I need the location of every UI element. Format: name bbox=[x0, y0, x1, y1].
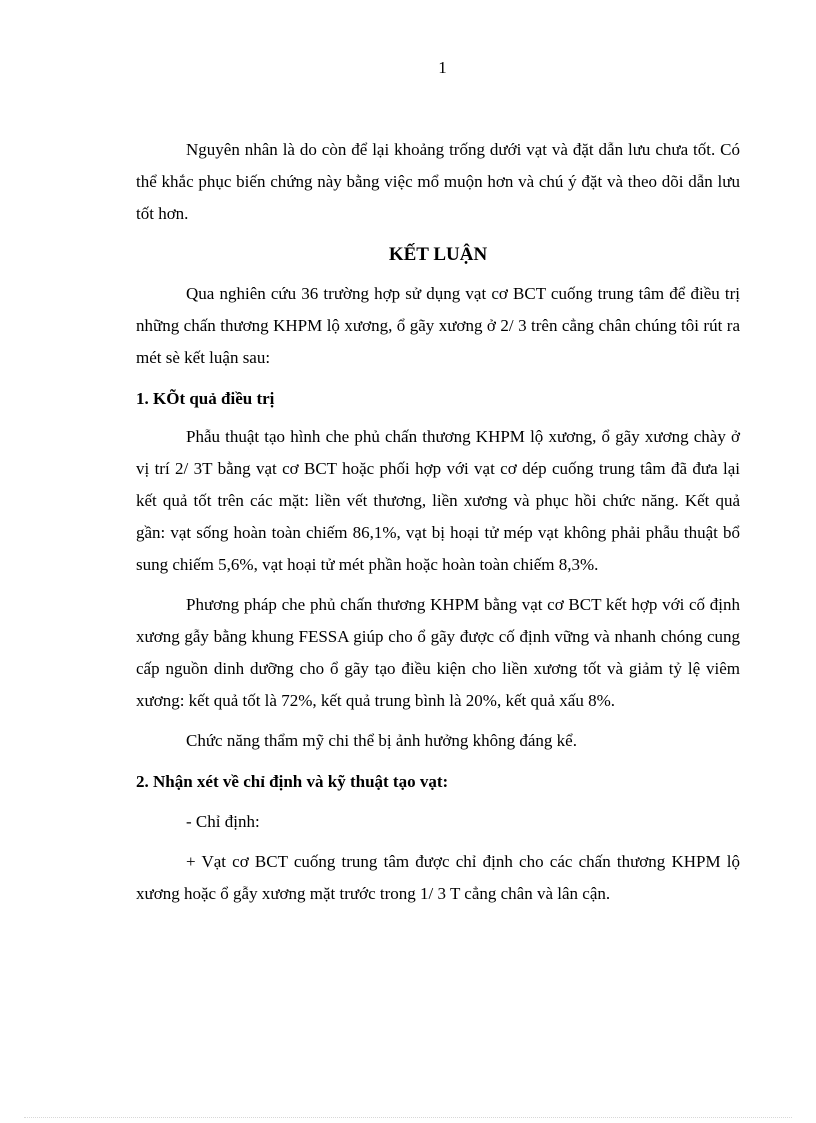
section-1-paragraph-3: Chức năng thẩm mỹ chi thể bị ảnh hưởng không đáng kể. bbox=[186, 731, 577, 750]
section-2-heading: 2. Nhận xét về chỉ định và kỹ thuật tạo vạt: bbox=[136, 772, 449, 791]
footer-divider bbox=[24, 1117, 792, 1118]
section-2-paragraph-1: + Vạt cơ BCT cuống trung tâm được chỉ định cho các chấn thương KHPM lộ xương hoặc ổ gẫy xương mặt trước trong 1/ 3 T cẳng chân và lân cận. bbox=[136, 852, 740, 903]
section-1-paragraph-2: Phương pháp che phủ chấn thương KHPM bằng vạt cơ BCT kết hợp với cố định xương gẫy bằng khung FESSA giúp cho ổ gãy được cố định vững và nhanh chóng cung cấp nguồn dinh dưỡng cho ổ gãy tạo điều kiện cho liền xương tốt và giảm tỷ lệ viêm xương: kết quả tốt là 72%, kết quả trung bình là 20%, kết quả xấu 8%. bbox=[136, 595, 740, 710]
document-body bbox=[136, 134, 740, 910]
section-1-heading: 1. KÕt quả điều trị bbox=[136, 389, 275, 408]
section-1-paragraph-1: Phẫu thuật tạo hình che phủ chấn thương KHPM lộ xương, ổ gãy xương chày ở vị trí 2/ 3T bằng vạt cơ BCT hoặc phối hợp với vạt cơ dép cuống trung tâm đã đưa lại kết quả tốt trên các mặt: liền vết thương, liền xương và phục hồi chức năng. Kết quả gần: vạt sống hoàn toàn chiếm 86,1%, vạt bị hoại tử mép vạt không phải phẫu thuật bổ sung chiếm 5,6%, vạt hoại tử mét phần hoặc hoàn toàn chiếm 8,3%. bbox=[136, 427, 740, 574]
intro-paragraph: Nguyên nhân là do còn để lại khoảng trống dưới vạt và đặt dẫn lưu chưa tốt. Có thể khắc phục biến chứng này bằng việc mổ muộn hơn và chú ý đặt và theo dõi dẫn lưu tốt hơn. bbox=[136, 140, 740, 223]
conclusion-title: KẾT LUẬN bbox=[388, 244, 488, 265]
page-number: 1 bbox=[438, 58, 447, 77]
conclusion-intro-paragraph: Qua nghiên cứu 36 trường hợp sử dụng vạt cơ BCT cuống trung tâm để điều trị những chấn thương KHPM lộ xương, ổ gãy xương ở 2/ 3 trên cẳng chân chúng tôi rút ra mét sè kết luận sau: bbox=[136, 284, 740, 367]
section-2-sub-item: - Chỉ định: bbox=[186, 812, 260, 831]
